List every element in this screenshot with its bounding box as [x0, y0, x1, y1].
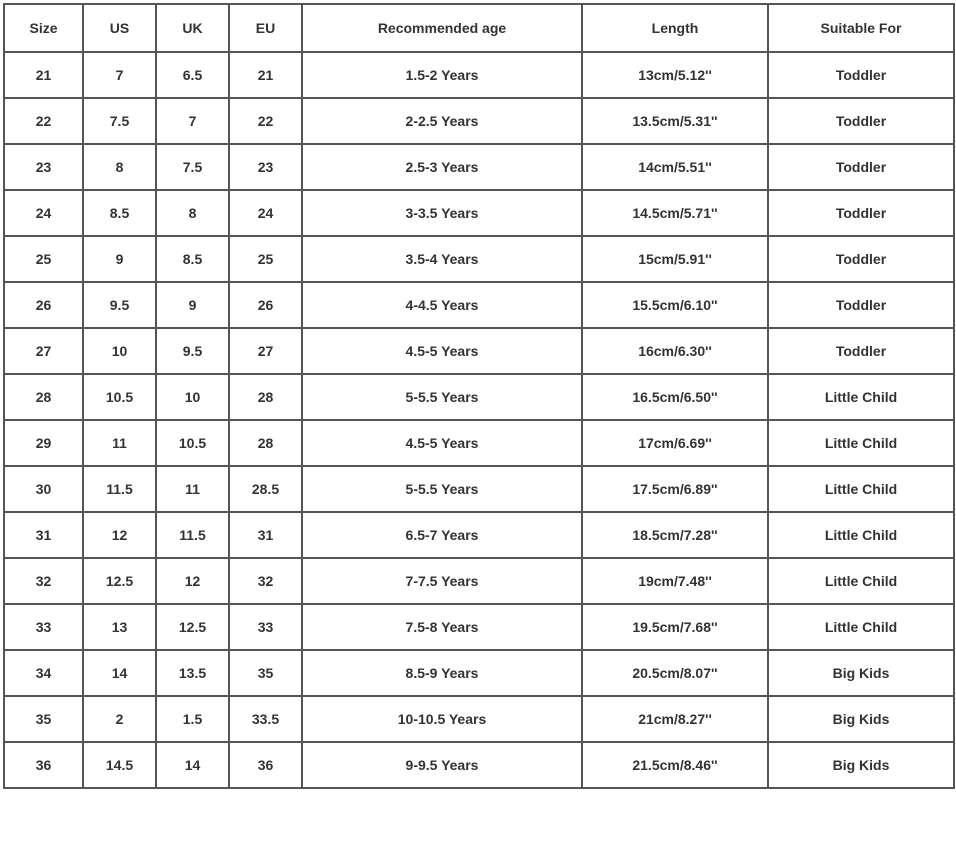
cell-eu: 26 [229, 282, 302, 328]
cell-us: 14 [83, 650, 156, 696]
cell-us: 8.5 [83, 190, 156, 236]
cell-uk: 12.5 [156, 604, 229, 650]
cell-eu: 36 [229, 742, 302, 788]
header-suitable-for: Suitable For [768, 4, 954, 52]
header-size: Size [4, 4, 83, 52]
table-row [4, 742, 954, 788]
cell-suitable-for: Toddler [768, 98, 954, 144]
cell-us: 8 [83, 144, 156, 190]
table-header [4, 4, 954, 52]
cell-suitable-for: Toddler [768, 282, 954, 328]
table-row [4, 144, 954, 190]
cell-length: 15.5cm/6.10'' [582, 282, 768, 328]
cell-uk: 8 [156, 190, 229, 236]
cell-us: 7.5 [83, 98, 156, 144]
cell-eu: 35 [229, 650, 302, 696]
cell-length: 15cm/5.91'' [582, 236, 768, 282]
cell-size: 22 [4, 98, 83, 144]
cell-us: 2 [83, 696, 156, 742]
table-row [4, 190, 954, 236]
table-row [4, 236, 954, 282]
cell-us: 14.5 [83, 742, 156, 788]
cell-eu: 22 [229, 98, 302, 144]
cell-recommended-age: 4.5-5 Years [302, 420, 582, 466]
cell-eu: 25 [229, 236, 302, 282]
cell-eu: 24 [229, 190, 302, 236]
table-row [4, 420, 954, 466]
cell-eu: 21 [229, 52, 302, 98]
cell-suitable-for: Toddler [768, 328, 954, 374]
cell-suitable-for: Big Kids [768, 650, 954, 696]
cell-us: 10.5 [83, 374, 156, 420]
cell-length: 14cm/5.51'' [582, 144, 768, 190]
cell-eu: 23 [229, 144, 302, 190]
cell-recommended-age: 2-2.5 Years [302, 98, 582, 144]
cell-size: 27 [4, 328, 83, 374]
table-row [4, 98, 954, 144]
header-us: US [83, 4, 156, 52]
table-row [4, 328, 954, 374]
cell-suitable-for: Little Child [768, 466, 954, 512]
cell-size: 36 [4, 742, 83, 788]
table-row [4, 466, 954, 512]
cell-uk: 13.5 [156, 650, 229, 696]
cell-uk: 11.5 [156, 512, 229, 558]
cell-size: 25 [4, 236, 83, 282]
cell-length: 21cm/8.27'' [582, 696, 768, 742]
cell-uk: 11 [156, 466, 229, 512]
cell-suitable-for: Toddler [768, 236, 954, 282]
cell-recommended-age: 4-4.5 Years [302, 282, 582, 328]
cell-uk: 14 [156, 742, 229, 788]
table-row [4, 696, 954, 742]
cell-length: 17cm/6.69'' [582, 420, 768, 466]
cell-us: 9 [83, 236, 156, 282]
size-chart-table [3, 3, 955, 789]
cell-eu: 28 [229, 420, 302, 466]
table-row [4, 52, 954, 98]
header-row [4, 4, 954, 52]
cell-length: 16.5cm/6.50'' [582, 374, 768, 420]
cell-size: 33 [4, 604, 83, 650]
table-row [4, 604, 954, 650]
cell-length: 21.5cm/8.46'' [582, 742, 768, 788]
cell-recommended-age: 4.5-5 Years [302, 328, 582, 374]
cell-us: 7 [83, 52, 156, 98]
table-row [4, 512, 954, 558]
cell-eu: 28 [229, 374, 302, 420]
cell-suitable-for: Toddler [768, 52, 954, 98]
cell-suitable-for: Little Child [768, 604, 954, 650]
cell-suitable-for: Little Child [768, 374, 954, 420]
cell-size: 24 [4, 190, 83, 236]
cell-recommended-age: 9-9.5 Years [302, 742, 582, 788]
cell-size: 30 [4, 466, 83, 512]
cell-length: 13cm/5.12'' [582, 52, 768, 98]
cell-size: 26 [4, 282, 83, 328]
cell-suitable-for: Big Kids [768, 696, 954, 742]
cell-recommended-age: 6.5-7 Years [302, 512, 582, 558]
cell-length: 20.5cm/8.07'' [582, 650, 768, 696]
cell-length: 17.5cm/6.89'' [582, 466, 768, 512]
cell-length: 19cm/7.48'' [582, 558, 768, 604]
cell-us: 12.5 [83, 558, 156, 604]
cell-recommended-age: 5-5.5 Years [302, 374, 582, 420]
cell-suitable-for: Toddler [768, 190, 954, 236]
cell-suitable-for: Big Kids [768, 742, 954, 788]
cell-suitable-for: Toddler [768, 144, 954, 190]
cell-us: 13 [83, 604, 156, 650]
cell-size: 21 [4, 52, 83, 98]
cell-length: 13.5cm/5.31'' [582, 98, 768, 144]
header-length: Length [582, 4, 768, 52]
cell-size: 29 [4, 420, 83, 466]
cell-length: 14.5cm/5.71'' [582, 190, 768, 236]
cell-recommended-age: 10-10.5 Years [302, 696, 582, 742]
cell-uk: 9 [156, 282, 229, 328]
cell-uk: 9.5 [156, 328, 229, 374]
cell-length: 18.5cm/7.28'' [582, 512, 768, 558]
cell-uk: 1.5 [156, 696, 229, 742]
cell-uk: 10 [156, 374, 229, 420]
cell-recommended-age: 8.5-9 Years [302, 650, 582, 696]
cell-recommended-age: 3-3.5 Years [302, 190, 582, 236]
cell-us: 10 [83, 328, 156, 374]
cell-us: 12 [83, 512, 156, 558]
cell-size: 34 [4, 650, 83, 696]
cell-uk: 6.5 [156, 52, 229, 98]
table-row [4, 282, 954, 328]
cell-uk: 8.5 [156, 236, 229, 282]
cell-recommended-age: 5-5.5 Years [302, 466, 582, 512]
cell-eu: 32 [229, 558, 302, 604]
size-chart-container [3, 3, 955, 789]
cell-size: 35 [4, 696, 83, 742]
cell-uk: 7.5 [156, 144, 229, 190]
cell-size: 32 [4, 558, 83, 604]
cell-eu: 33 [229, 604, 302, 650]
cell-eu: 33.5 [229, 696, 302, 742]
cell-size: 23 [4, 144, 83, 190]
cell-recommended-age: 3.5-4 Years [302, 236, 582, 282]
header-uk: UK [156, 4, 229, 52]
cell-recommended-age: 1.5-2 Years [302, 52, 582, 98]
table-body [4, 52, 954, 788]
cell-suitable-for: Little Child [768, 512, 954, 558]
cell-eu: 27 [229, 328, 302, 374]
cell-size: 31 [4, 512, 83, 558]
cell-suitable-for: Little Child [768, 420, 954, 466]
table-row [4, 558, 954, 604]
header-recommended-age: Recommended age [302, 4, 582, 52]
cell-length: 19.5cm/7.68'' [582, 604, 768, 650]
table-row [4, 650, 954, 696]
cell-recommended-age: 7-7.5 Years [302, 558, 582, 604]
cell-recommended-age: 2.5-3 Years [302, 144, 582, 190]
cell-suitable-for: Little Child [768, 558, 954, 604]
cell-size: 28 [4, 374, 83, 420]
cell-us: 9.5 [83, 282, 156, 328]
cell-us: 11.5 [83, 466, 156, 512]
header-eu: EU [229, 4, 302, 52]
cell-eu: 28.5 [229, 466, 302, 512]
cell-uk: 7 [156, 98, 229, 144]
cell-length: 16cm/6.30'' [582, 328, 768, 374]
cell-uk: 12 [156, 558, 229, 604]
table-row [4, 374, 954, 420]
cell-us: 11 [83, 420, 156, 466]
cell-eu: 31 [229, 512, 302, 558]
cell-recommended-age: 7.5-8 Years [302, 604, 582, 650]
cell-uk: 10.5 [156, 420, 229, 466]
